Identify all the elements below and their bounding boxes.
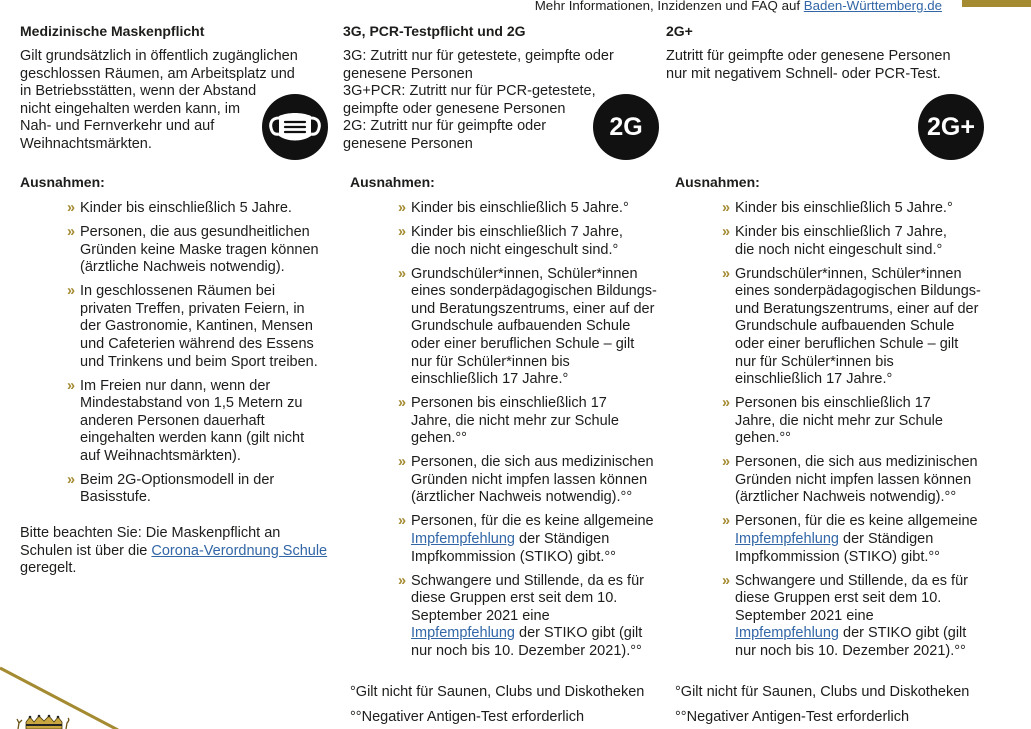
exception-text: In geschlossenen Räumen bei privaten Treffen, privaten Feiern, in der Gastronomie, Kantinen, Mensen und Cafeterien während des Essens und Trinkens und beim Sport treiben.	[80, 283, 318, 370]
exception-text: Beim 2G-Optionsmodell in der Basisstufe.	[80, 471, 275, 506]
exception-item	[398, 395, 657, 448]
bullet-marker: »	[722, 223, 731, 240]
bullet-marker: »	[398, 200, 407, 216]
footnote-single-degree: °Gilt nicht für Saunen, Clubs und Diskotheken	[350, 684, 645, 700]
bullet-marker: »	[67, 283, 76, 300]
badge-label: 2G+	[927, 112, 975, 141]
exception-item	[67, 377, 319, 466]
exception-text: Personen, die sich aus medizinischen Gründen nicht impfen lassen können (ärztlicher Nachweis notwendig).°°	[411, 454, 654, 506]
column-intro: Gilt grundsätzlich in öffentlich zugänglichen geschlossen Räumen, am Arbeitsplatz und in Betriebsstätten, wenn der Abstand nicht eingehalten werden kann, im Nah- und Fernverkehr und auf Weihnachtsmärkten.	[20, 48, 298, 152]
bullet-marker: »	[398, 265, 407, 282]
column-heading: 2G+	[666, 23, 693, 39]
bullet-marker: »	[67, 377, 76, 394]
impfempfehlung-link[interactable]: Impfempfehlung	[735, 531, 839, 548]
exception-text: Personen bis einschließlich 17 Jahre, die nicht mehr zur Schule gehen.°°	[735, 395, 943, 447]
exceptions-label: Ausnahmen:	[350, 174, 435, 190]
exception-item	[67, 223, 319, 277]
note-text-continued: geregelt.	[20, 560, 77, 577]
exception-text: Kinder bis einschließlich 5 Jahre.°	[411, 200, 629, 216]
exception-item	[398, 200, 657, 218]
bullet-marker: »	[722, 395, 731, 412]
more-info-text: Mehr Informationen, Inzidenzen und FAQ auf	[534, 0, 804, 13]
exception-text: Personen bis einschließlich 17 Jahre, die nicht mehr zur Schule gehen.°°	[411, 395, 619, 447]
bullet-marker: »	[67, 200, 76, 216]
bullet-marker: »	[722, 265, 731, 282]
exception-item	[722, 223, 981, 259]
bullet-marker: »	[67, 223, 76, 240]
bullet-marker: »	[722, 200, 731, 216]
column-heading: 3G, PCR-Testpflicht und 2G	[343, 23, 526, 39]
exception-item	[722, 454, 981, 507]
footnote-single-degree: °Gilt nicht für Saunen, Clubs und Diskotheken	[675, 684, 970, 700]
impfempfehlung-link[interactable]: Impfempfehlung	[411, 625, 515, 642]
exception-item	[722, 265, 981, 389]
exception-item	[398, 572, 657, 661]
corona-verordnung-schule-link[interactable]: Corona-Verordnung Schule	[151, 542, 328, 559]
exception-item	[722, 572, 981, 661]
exception-item	[398, 454, 657, 507]
exception-text: Schwangere und Stillende, da es für diese Gruppen erst seit dem 10. September 2021 eine	[411, 572, 644, 624]
impfempfehlung-link[interactable]: Impfempfehlung	[735, 625, 839, 642]
bullet-marker: »	[398, 223, 407, 240]
exception-text: Personen, die sich aus medizinischen Gründen nicht impfen lassen können (ärztlicher Nachweis notwendig).°°	[735, 454, 978, 506]
exception-item	[722, 200, 981, 218]
corner-decoration	[0, 655, 130, 729]
bullet-marker: »	[398, 513, 407, 530]
note-text: Bitte beachten Sie: Die Maskenpflicht an Schulen ist über die	[20, 525, 281, 559]
exception-text-continued: der Ständigen Impfkommission (STIKO) gibt.°°	[411, 531, 616, 565]
bullet-marker: »	[398, 395, 407, 412]
column-intro: 3G: Zutritt nur für getestete, geimpfte oder genesene Personen 3G+PCR: Zutritt nur für PCR-getestete, geimpfte oder genesene Personen 2G: Zutritt nur für geimpfte oder genesene Personen	[343, 48, 614, 152]
exception-text: Grundschüler*innen, Schüler*innen eines sonderpädagogischen Bildungs- und Beratungszentrums, einer auf der Grundschule aufbauenden Schule oder einer beruflichen Schule – gilt nur für Schüler*innen bis einschließlich 17 Jahre.°	[411, 265, 657, 388]
gold-accent-bar	[962, 0, 1031, 7]
exception-text: Kinder bis einschließlich 7 Jahre, die noch nicht eingeschult sind.°	[411, 223, 623, 258]
impfempfehlung-link[interactable]: Impfempfehlung	[411, 531, 515, 548]
bullet-marker: »	[398, 454, 407, 471]
column-intro: Zutritt für geimpfte oder genesene Personen nur mit negativem Schnell- oder PCR-Test.	[666, 48, 951, 82]
exception-text-continued: der STIKO gibt (gilt nur noch bis 10. Dezember 2021).°°	[735, 625, 967, 659]
face-mask-icon	[262, 94, 328, 160]
exceptions-label: Ausnahmen:	[675, 174, 760, 190]
coat-of-arms-emblem	[17, 715, 69, 729]
exception-item	[67, 283, 319, 371]
exception-text: Im Freien nur dann, wenn der Mindestabstand von 1,5 Metern zu anderen Personen dauerhaft eingehalten werden kann (gilt nicht auf Weihnachtsmärkten).	[80, 377, 305, 464]
exception-text: Kinder bis einschließlich 5 Jahre.°	[735, 200, 953, 216]
exception-text: Personen, für die es keine allgemeine	[411, 513, 654, 530]
bullet-marker: »	[722, 572, 731, 589]
exception-text: Kinder bis einschließlich 7 Jahre, die noch nicht eingeschult sind.°	[735, 223, 947, 258]
bullet-marker: »	[67, 471, 76, 488]
exception-item	[722, 395, 981, 448]
exception-text-continued: der STIKO gibt (gilt nur noch bis 10. Dezember 2021).°°	[411, 625, 643, 659]
exception-item	[398, 223, 657, 259]
exception-item	[398, 513, 657, 566]
exceptions-list	[722, 200, 981, 667]
baden-wuerttemberg-link[interactable]: Baden-Württemberg.de	[803, 0, 942, 13]
exception-item	[67, 471, 319, 507]
exception-item	[398, 265, 657, 389]
footnote-double-degree: °°Negativer Antigen-Test erforderlich	[675, 709, 910, 725]
face-mask-badge	[262, 94, 328, 160]
more-info-line	[535, 0, 942, 14]
footnote-double-degree: °°Negativer Antigen-Test erforderlich	[350, 709, 585, 725]
exception-text: Schwangere und Stillende, da es für diese Gruppen erst seit dem 10. September 2021 eine	[735, 572, 968, 624]
bullet-marker: »	[722, 513, 731, 530]
column-heading: Medizinische Maskenpflicht	[20, 23, 205, 39]
exception-text: Personen, für die es keine allgemeine	[735, 513, 978, 530]
bullet-marker: »	[722, 454, 731, 471]
school-mask-note	[20, 525, 327, 578]
exceptions-list	[398, 200, 657, 667]
2g-plus-badge	[918, 94, 984, 160]
exceptions-label: Ausnahmen:	[20, 174, 105, 190]
bullet-marker: »	[398, 572, 407, 589]
badge-label: 2G	[609, 112, 643, 141]
exception-text: Grundschüler*innen, Schüler*innen eines sonderpädagogischen Bildungs- und Beratungszentrums, einer auf der Grundschule aufbauenden Schule oder einer beruflichen Schule – gilt nur für Schüler*innen bis einschließlich 17 Jahre.°	[735, 265, 981, 388]
exception-item	[722, 513, 981, 566]
exception-text-continued: der Ständigen Impfkommission (STIKO) gibt.°°	[735, 531, 940, 565]
exception-item	[67, 200, 319, 218]
exceptions-list	[67, 200, 319, 513]
exception-text: Kinder bis einschließlich 5 Jahre.	[80, 200, 292, 216]
2g-badge	[593, 94, 659, 160]
exception-text: Personen, die aus gesundheitlichen Gründen keine Maske tragen können (ärztliche Nachweis notwendig).	[80, 223, 319, 276]
